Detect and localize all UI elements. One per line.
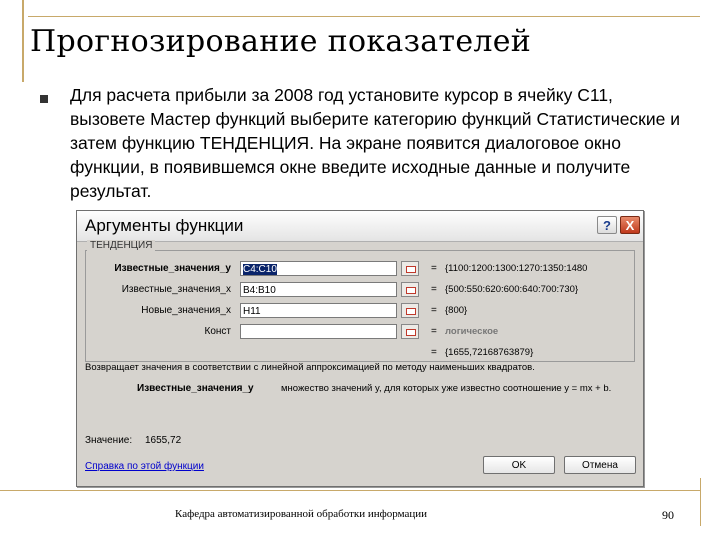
function-arguments-dialog — [76, 210, 644, 487]
footer-side-bar — [700, 478, 701, 526]
arg-result: {800} — [445, 305, 468, 316]
equals-sign: = — [431, 263, 437, 274]
close-icon[interactable]: X — [620, 216, 640, 234]
bullet-square-icon — [40, 95, 48, 103]
dialog-title: Аргументы функции — [85, 216, 244, 235]
equals-sign: = — [431, 305, 437, 316]
const-input[interactable] — [240, 324, 397, 339]
slide-title: Прогнозирование показателей — [30, 24, 532, 59]
top-rule — [28, 16, 700, 17]
dialog-titlebar[interactable] — [77, 211, 643, 242]
arg-result: {1100:1200:1300:1270:1350:1480 — [445, 263, 588, 274]
equals-sign: = — [431, 284, 437, 295]
title-side-bar — [22, 0, 24, 82]
collapse-range-icon[interactable] — [401, 303, 419, 318]
function-description: Возвращает значения в соответствии с линейной аппроксимацией по методу наименьших квадратов. — [85, 362, 535, 373]
ok-button[interactable]: OK — [483, 456, 555, 474]
collapse-range-icon[interactable] — [401, 282, 419, 297]
known-y-input[interactable]: C4:C10 — [240, 261, 397, 276]
known-x-input[interactable]: B4:B10 — [240, 282, 397, 297]
arg-label: Новые_значения_x — [141, 305, 231, 316]
collapse-range-icon[interactable] — [401, 261, 419, 276]
arg-help-name: Известные_значения_y — [137, 383, 254, 394]
collapse-range-icon[interactable] — [401, 324, 419, 339]
function-result: {1655,72168763879} — [445, 347, 534, 358]
bullet-text: Для расчета прибыли за 2008 год установите курсор в ячейку С11, вызовете Мастер функций выберите категорию функций Статистические и затем функцию ТЕНДЕНЦИЯ. На экране появится диалоговое окно функции, в появившемся окне введите исходные данные и получите результат. — [70, 85, 680, 201]
arg-label: Известные_значения_y — [114, 263, 231, 274]
arg-help-text: множество значений y, для которых уже известно соотношение y = mx + b. — [281, 383, 612, 394]
new-x-input[interactable]: H11 — [240, 303, 397, 318]
page-number: 90 — [662, 508, 674, 522]
cancel-button[interactable]: Отмена — [564, 456, 636, 474]
value-label: Значение: — [85, 435, 133, 446]
arg-result: {500:550:620:600:640:700:730} — [445, 284, 579, 295]
arg-label: Конст — [204, 326, 231, 337]
footer-department: Кафедра автоматизированной обработки информации — [175, 508, 428, 520]
function-help-link[interactable]: Справка по этой функции — [85, 461, 204, 472]
equals-sign: = — [431, 326, 437, 337]
arg-result: логическое — [445, 326, 499, 337]
bottom-rule — [0, 490, 700, 491]
arg-label: Известные_значения_x — [121, 284, 231, 295]
equals-sign: = — [431, 347, 437, 358]
function-name-legend: ТЕНДЕНЦИЯ — [87, 240, 155, 251]
help-icon[interactable]: ? — [597, 216, 617, 234]
value-readout: 1655,72 — [145, 435, 182, 446]
